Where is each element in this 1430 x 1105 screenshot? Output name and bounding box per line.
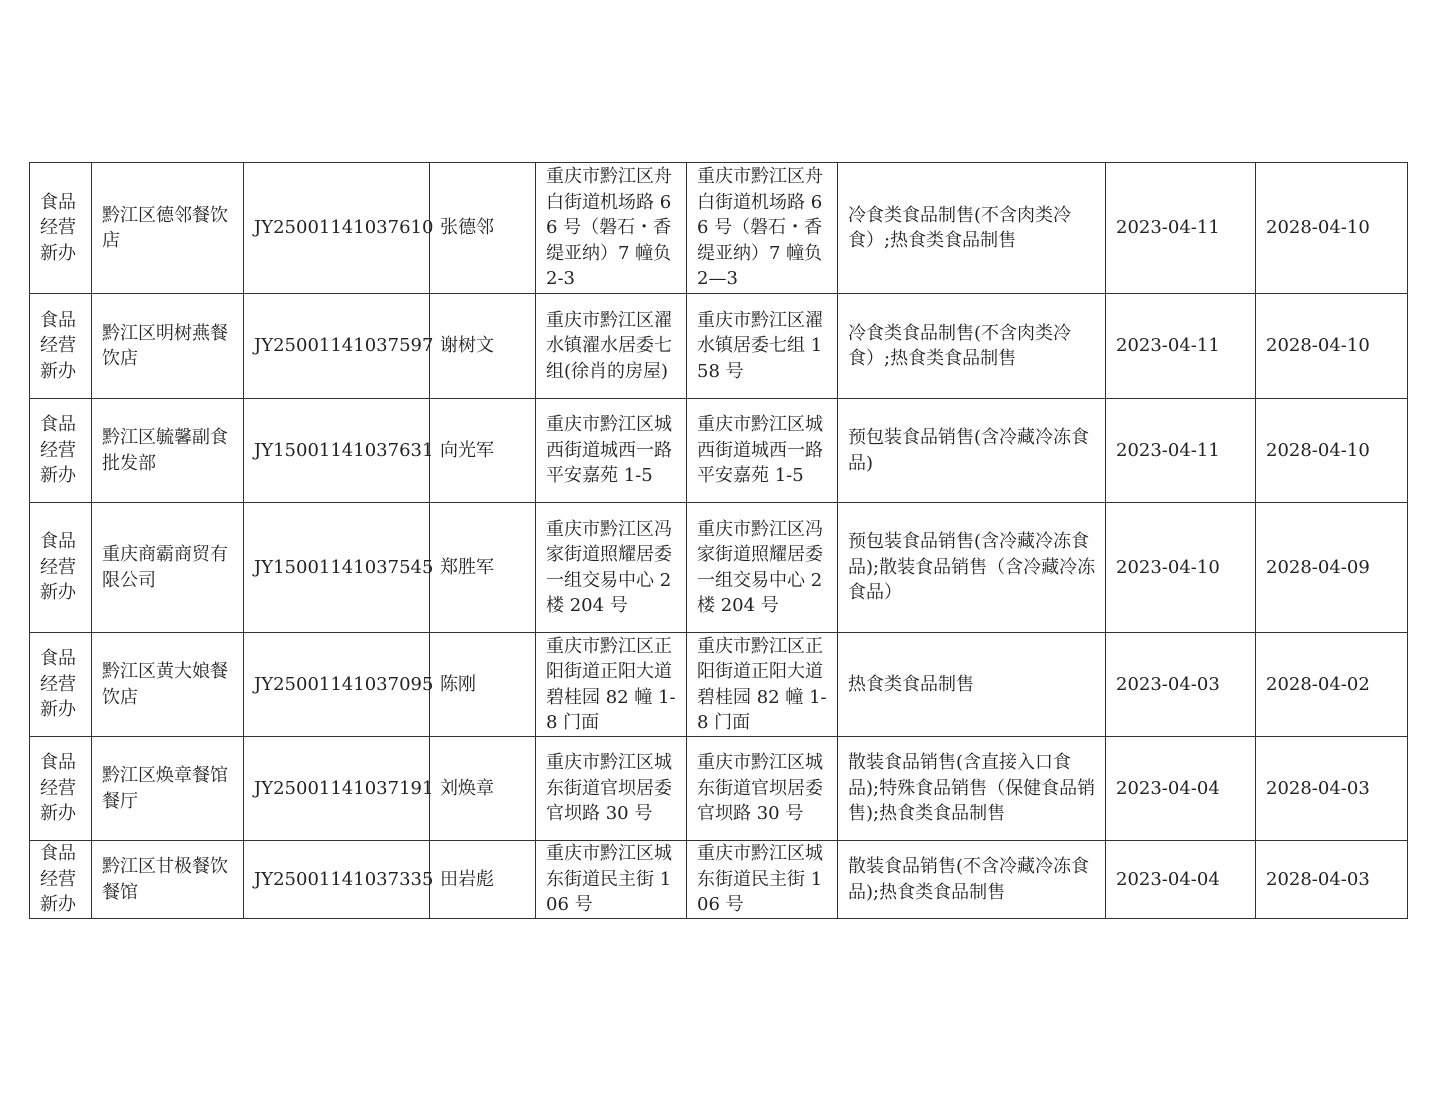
expiry-date-cell: 2028-04-10 xyxy=(1256,399,1408,503)
expiry-date-cell: 2028-04-09 xyxy=(1256,503,1408,633)
business-scope-cell: 散装食品销售(含直接入口食品);特殊食品销售（保健食品销售);热食类食品制售 xyxy=(838,737,1106,841)
business-premises-cell: 重庆市黔江区城西街道城西一路平安嘉苑 1-5 xyxy=(687,399,838,503)
license-number-cell: JY25001141037095 xyxy=(244,633,430,737)
issue-date-cell: 2023-04-11 xyxy=(1106,163,1256,294)
table-row xyxy=(30,163,1408,294)
business-name-cell: 黔江区甘极餐饮餐馆 xyxy=(92,841,244,919)
residence-address-cell: 重庆市黔江区正阳街道正阳大道碧桂园 82 幢 1-8 门面 xyxy=(536,633,687,737)
business-premises-cell: 重庆市黔江区正阳街道正阳大道碧桂园 82 幢 1-8 门面 xyxy=(687,633,838,737)
legal-person-cell: 刘焕章 xyxy=(430,737,536,841)
table-row xyxy=(30,503,1408,633)
business-scope-cell: 预包装食品销售(含冷藏冷冻食品) xyxy=(838,399,1106,503)
business-scope-cell: 散装食品销售(不含冷藏冷冻食品);热食类食品制售 xyxy=(838,841,1106,919)
residence-address-cell: 重庆市黔江区城东街道官坝居委官坝路 30 号 xyxy=(536,737,687,841)
expiry-date-cell: 2028-04-10 xyxy=(1256,294,1408,399)
license-number-cell: JY25001141037335 xyxy=(244,841,430,919)
issue-date-cell: 2023-04-03 xyxy=(1106,633,1256,737)
license-type-cell: 食品经营新办 xyxy=(30,163,92,294)
legal-person-cell: 陈刚 xyxy=(430,633,536,737)
license-type-cell: 食品经营新办 xyxy=(30,503,92,633)
license-number-cell: JY15001141037545 xyxy=(244,503,430,633)
business-premises-cell: 重庆市黔江区城东街道民主街 106 号 xyxy=(687,841,838,919)
issue-date-cell: 2023-04-04 xyxy=(1106,841,1256,919)
business-name-cell: 黔江区德邻餐饮店 xyxy=(92,163,244,294)
residence-address-cell: 重庆市黔江区城西街道城西一路平安嘉苑 1-5 xyxy=(536,399,687,503)
expiry-date-cell: 2028-04-02 xyxy=(1256,633,1408,737)
license-type-cell: 食品经营新办 xyxy=(30,294,92,399)
business-premises-cell: 重庆市黔江区濯水镇居委七组 158 号 xyxy=(687,294,838,399)
license-number-cell: JY25001141037191 xyxy=(244,737,430,841)
table-row xyxy=(30,633,1408,737)
license-number-cell: JY15001141037631 xyxy=(244,399,430,503)
table-row xyxy=(30,399,1408,503)
license-table xyxy=(29,162,1408,919)
business-premises-cell: 重庆市黔江区冯家街道照耀居委一组交易中心 2 楼 204 号 xyxy=(687,503,838,633)
residence-address-cell: 重庆市黔江区城东街道民主街 106 号 xyxy=(536,841,687,919)
issue-date-cell: 2023-04-11 xyxy=(1106,399,1256,503)
legal-person-cell: 向光军 xyxy=(430,399,536,503)
business-name-cell: 重庆商霸商贸有限公司 xyxy=(92,503,244,633)
business-name-cell: 黔江区焕章餐馆餐厅 xyxy=(92,737,244,841)
legal-person-cell: 郑胜军 xyxy=(430,503,536,633)
license-number-cell: JY25001141037610 xyxy=(244,163,430,294)
residence-address-cell: 重庆市黔江区濯水镇濯水居委七组(徐肖的房屋) xyxy=(536,294,687,399)
table-row xyxy=(30,841,1408,919)
business-scope-cell: 冷食类食品制售(不含肉类冷食）;热食类食品制售 xyxy=(838,163,1106,294)
residence-address-cell: 重庆市黔江区舟白街道机场路 66 号（磐石・香缇亚纳）7 幢负 2-3 xyxy=(536,163,687,294)
license-type-cell: 食品经营新办 xyxy=(30,399,92,503)
expiry-date-cell: 2028-04-03 xyxy=(1256,737,1408,841)
business-name-cell: 黔江区毓馨副食批发部 xyxy=(92,399,244,503)
business-name-cell: 黔江区明树燕餐饮店 xyxy=(92,294,244,399)
license-type-cell: 食品经营新办 xyxy=(30,841,92,919)
business-scope-cell: 冷食类食品制售(不含肉类冷食）;热食类食品制售 xyxy=(838,294,1106,399)
business-name-cell: 黔江区黄大娘餐饮店 xyxy=(92,633,244,737)
legal-person-cell: 谢树文 xyxy=(430,294,536,399)
issue-date-cell: 2023-04-04 xyxy=(1106,737,1256,841)
issue-date-cell: 2023-04-10 xyxy=(1106,503,1256,633)
expiry-date-cell: 2028-04-10 xyxy=(1256,163,1408,294)
business-scope-cell: 热食类食品制售 xyxy=(838,633,1106,737)
table-row xyxy=(30,294,1408,399)
expiry-date-cell: 2028-04-03 xyxy=(1256,841,1408,919)
residence-address-cell: 重庆市黔江区冯家街道照耀居委一组交易中心 2 楼 204 号 xyxy=(536,503,687,633)
issue-date-cell: 2023-04-11 xyxy=(1106,294,1256,399)
table-row xyxy=(30,737,1408,841)
license-type-cell: 食品经营新办 xyxy=(30,737,92,841)
legal-person-cell: 张德邻 xyxy=(430,163,536,294)
business-scope-cell: 预包装食品销售(含冷藏冷冻食品);散装食品销售（含冷藏冷冻食品） xyxy=(838,503,1106,633)
business-premises-cell: 重庆市黔江区舟白街道机场路 66 号（磐石・香缇亚纳）7 幢负 2—3 xyxy=(687,163,838,294)
license-type-cell: 食品经营新办 xyxy=(30,633,92,737)
legal-person-cell: 田岩彪 xyxy=(430,841,536,919)
license-number-cell: JY25001141037597 xyxy=(244,294,430,399)
business-premises-cell: 重庆市黔江区城东街道官坝居委官坝路 30 号 xyxy=(687,737,838,841)
